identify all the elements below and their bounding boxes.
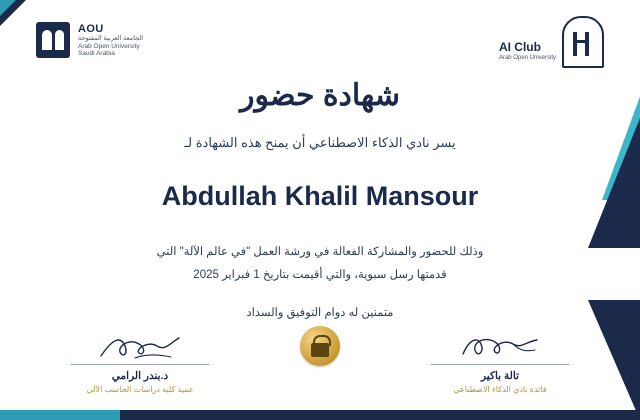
signature-area [55,326,585,394]
description-line-1: وذلك للحضور والمشاركة الفعالة في ورشة العمل "في عالم الآلة" التي [156,246,484,258]
signatory-role-club-lead: قائدة نادي الذكاء الاصطناعي [453,385,547,394]
club-logo-text [499,40,556,68]
signatory-name-club-lead: تالة باكير [481,370,519,382]
university-abbr: AOU [78,22,104,35]
corner-shape-navy-upper [588,98,640,248]
university-name-ar: الجامعة العربية المفتوحة [78,35,144,43]
club-name-en: AI Club [498,40,541,55]
signature-scribble-club-lead [415,328,585,362]
certificate-body [50,78,590,319]
signature-line-club-lead [431,364,569,365]
recipient-name: Abdullah Khalil Mansour [161,181,479,211]
lock-icon [300,326,340,366]
signature-scribble-dean [55,328,225,362]
signature-line-dean [71,364,209,365]
club-emblem-icon [562,16,604,68]
university-region: Saudi Arabia [78,49,115,57]
certificate-subtitle: يسر نادي الذكاء الاصطناعي أن يمنح هذه الشهادة لـ [184,135,456,150]
university-name-en: Arab Open University [78,42,140,50]
corner-shape-navy-lower [588,300,640,420]
certificate-header [0,14,640,70]
club-name-ar: Arab Open University [498,54,556,61]
university-emblem-icon [36,22,70,58]
footer-bar-accent [0,410,120,420]
university-logo-text [78,23,143,57]
description-line-2: قدمتها رسل سبوية، والتي أقيمت بتاريخ 1 فبراير 2025 [193,269,447,282]
signature-block-club-lead [415,328,585,394]
signatory-name-dean: د.بندر الرامي [111,370,169,382]
signature-block-dean [55,328,225,394]
certificate-title: شهادة حضور [239,79,401,112]
handwritten-signature-icon [455,332,545,362]
closing-wish: متمنين له دوام التوفيق والسداد [246,306,394,319]
university-logo [36,22,143,58]
handwritten-signature-icon [95,332,185,362]
footer-bar [0,410,640,420]
club-logo [499,16,604,68]
signatory-role-dean: عميد كلية دراسات الحاسب الآلي [86,385,194,394]
